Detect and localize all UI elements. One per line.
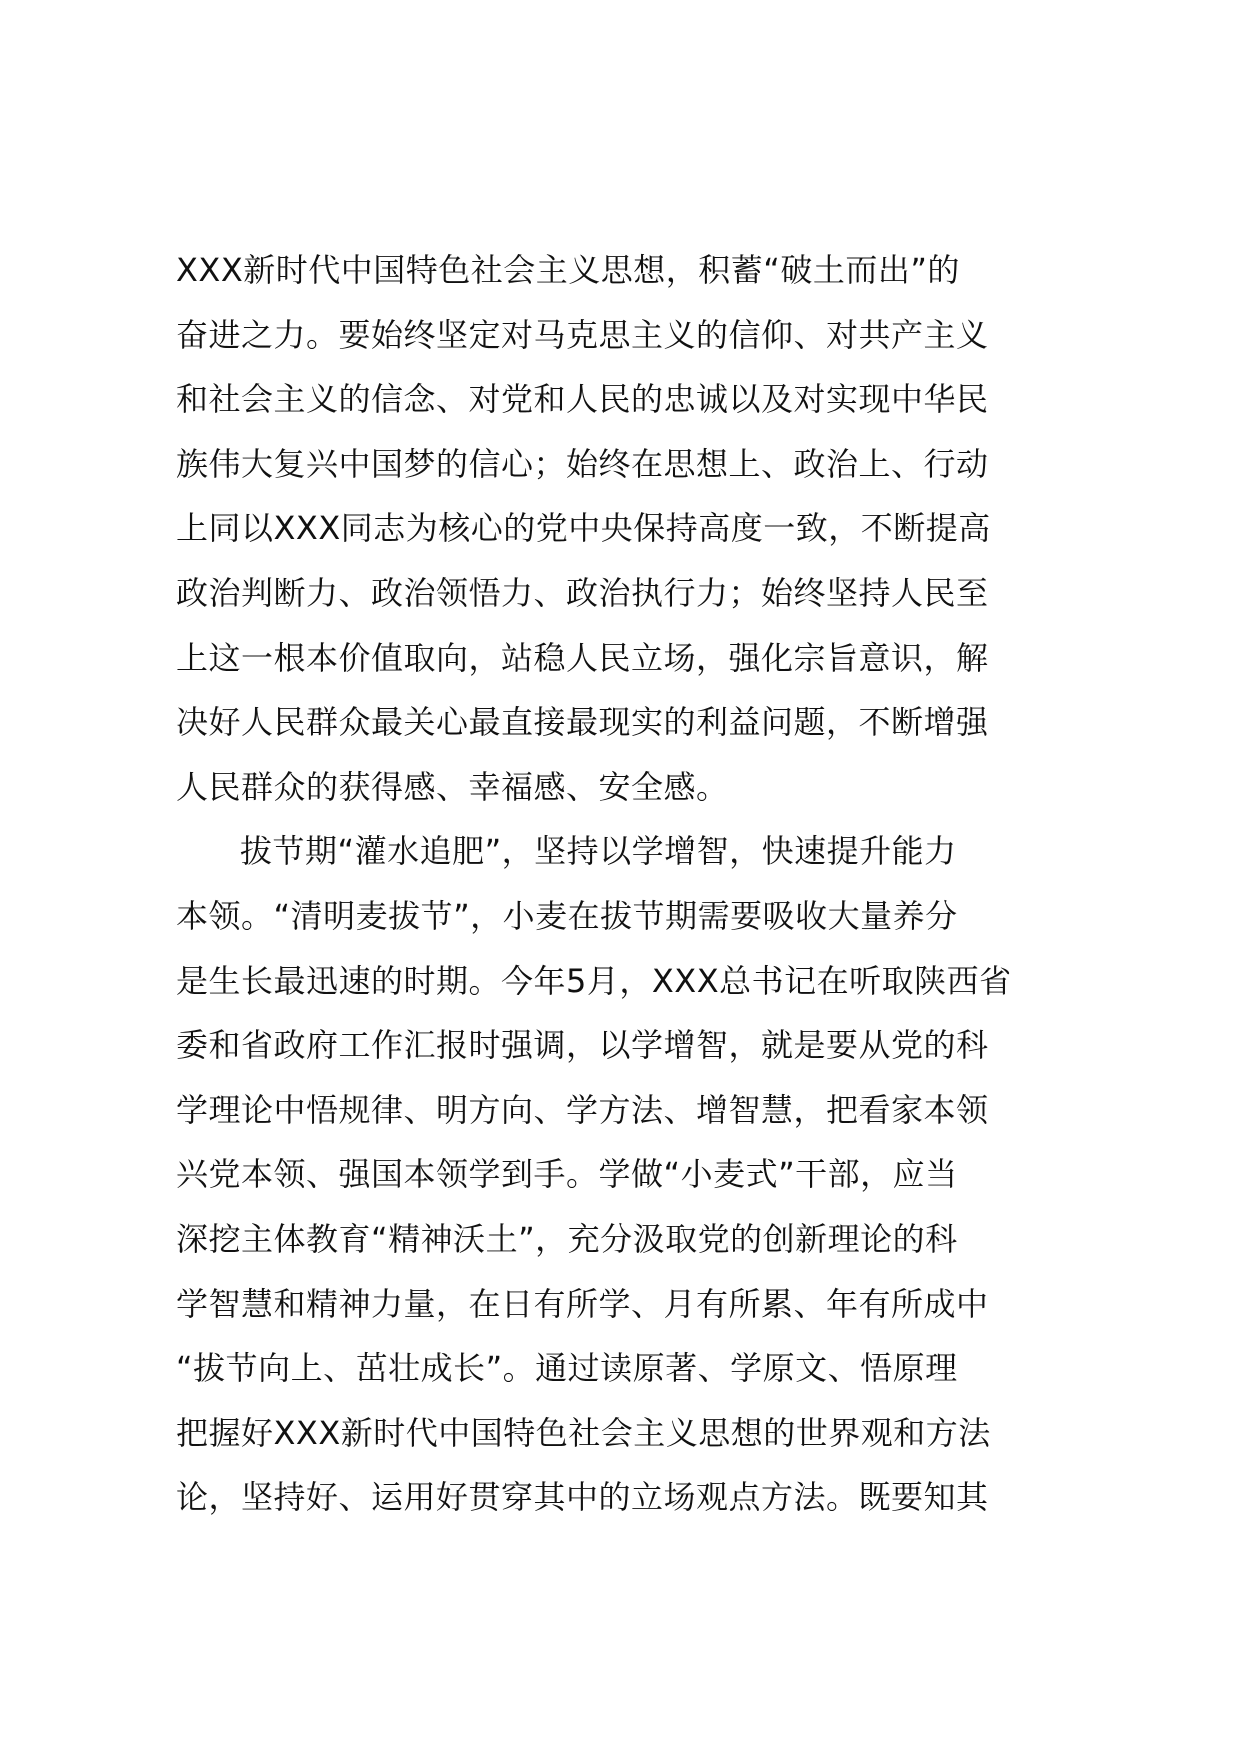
text-line: “拔节向上、茁壮成长”。通过读原著、学原文、悟原理 [176,1349,958,1388]
body-text [176,238,1116,1530]
text-line: 论，坚持好、运用好贯穿其中的立场观点方法。既要知其 [176,1478,989,1517]
text-line: 学理论中悟规律、明方向、学方法、增智慧，把看家本领 [176,1090,989,1129]
text-line: 把握好XXX新时代中国特色社会主义思想的世界观和方法 [176,1413,991,1452]
paragraph-start-line: 拔节期“灌水追肥”，坚持以学增智，快速提升能力 [240,832,957,871]
text-line: 委和省政府工作汇报时强调，以学增智，就是要从党的科 [176,1026,989,1065]
text-line: 族伟大复兴中国梦的信心；始终在思想上、政治上、行动 [176,444,989,483]
text-line: 是生长最迅速的时期。今年5月，XXX总书记在听取陕西省 [176,961,1012,1000]
text-line: 奋进之力。要始终坚定对马克思主义的信仰、对共产主义 [176,315,989,354]
text-line: 深挖主体教育“精神沃土”，充分汲取党的创新理论的科 [176,1219,958,1258]
text-line: 人民群众的获得感、幸福感、安全感。 [176,767,729,806]
text-line: 和社会主义的信念、对党和人民的忠诚以及对实现中华民 [176,380,989,419]
text-line: 本领。“清明麦拔节”，小麦在拔节期需要吸收大量养分 [176,896,958,935]
text-line: 学智慧和精神力量，在日有所学、月有所累、年有所成中 [176,1284,989,1323]
text-line: XXX新时代中国特色社会主义思想，积蓄“破土而出”的 [176,251,960,289]
text-line: 政治判断力、政治领悟力、政治执行力；始终坚持人民至 [176,573,989,612]
text-line: 兴党本领、强国本领学到手。学做“小麦式”干部，应当 [176,1155,958,1194]
text-line: 上同以XXX同志为核心的党中央保持高度一致，不断提高 [176,509,991,548]
text-line: 决好人民群众最关心最直接最现实的利益问题，不断增强 [176,703,989,742]
text-line: 上这一根本价值取向，站稳人民立场，强化宗旨意识，解 [176,638,989,677]
